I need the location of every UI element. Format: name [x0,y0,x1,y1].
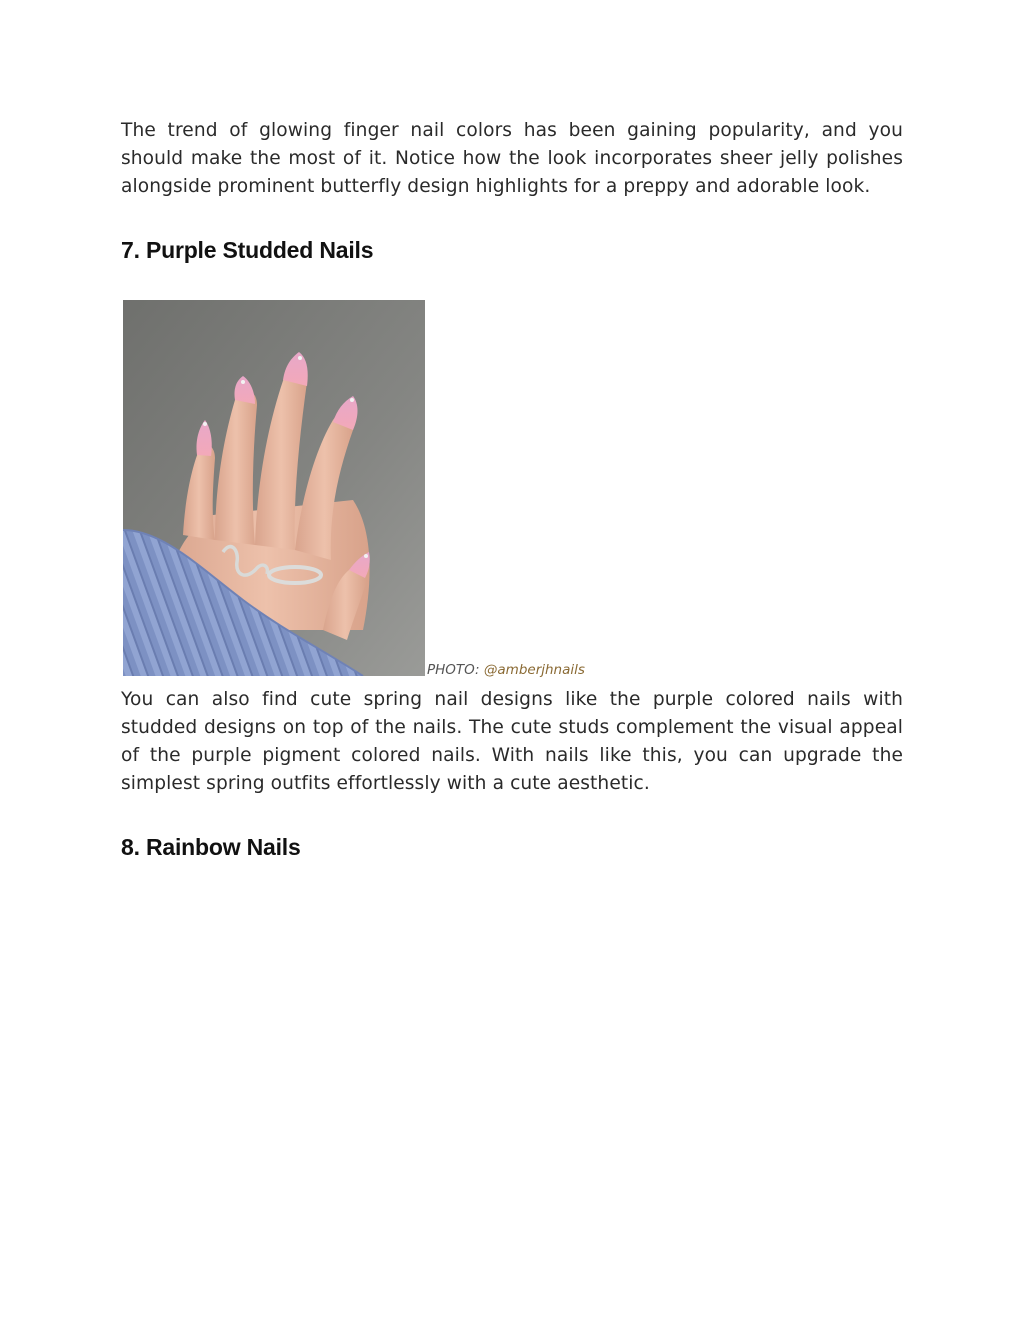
document-page [121,117,903,861]
photo-caption [427,662,585,678]
photo-figure [121,300,903,678]
intro-paragraph: The trend of glowing finger nail colors has been gaining popularity, and you should make the most of it. Notice how the look incorporates sheer jelly polishes alongside prominent butterfly design highlights for a preppy and adorable look. [121,120,903,197]
nails-photo [123,300,425,676]
section-heading-purple-studded-nails: 7. Purple Studded Nails [121,237,374,263]
photo-caption-label: PHOTO: [427,662,480,678]
section-heading-rainbow-nails: 8. Rainbow Nails [121,834,301,860]
hand-with-nails-image [123,300,425,676]
photo-credit-link[interactable]: @amberjhnails [483,662,585,678]
section7-paragraph: You can also find cute spring nail designs like the purple colored nails with studded designs on top of the nails. The cute studs complement the visual appeal of the purple pigment colored nails. With nails like this, you can upgrade the simplest spring outfits effortlessly with a cute aesthetic. [121,689,903,794]
